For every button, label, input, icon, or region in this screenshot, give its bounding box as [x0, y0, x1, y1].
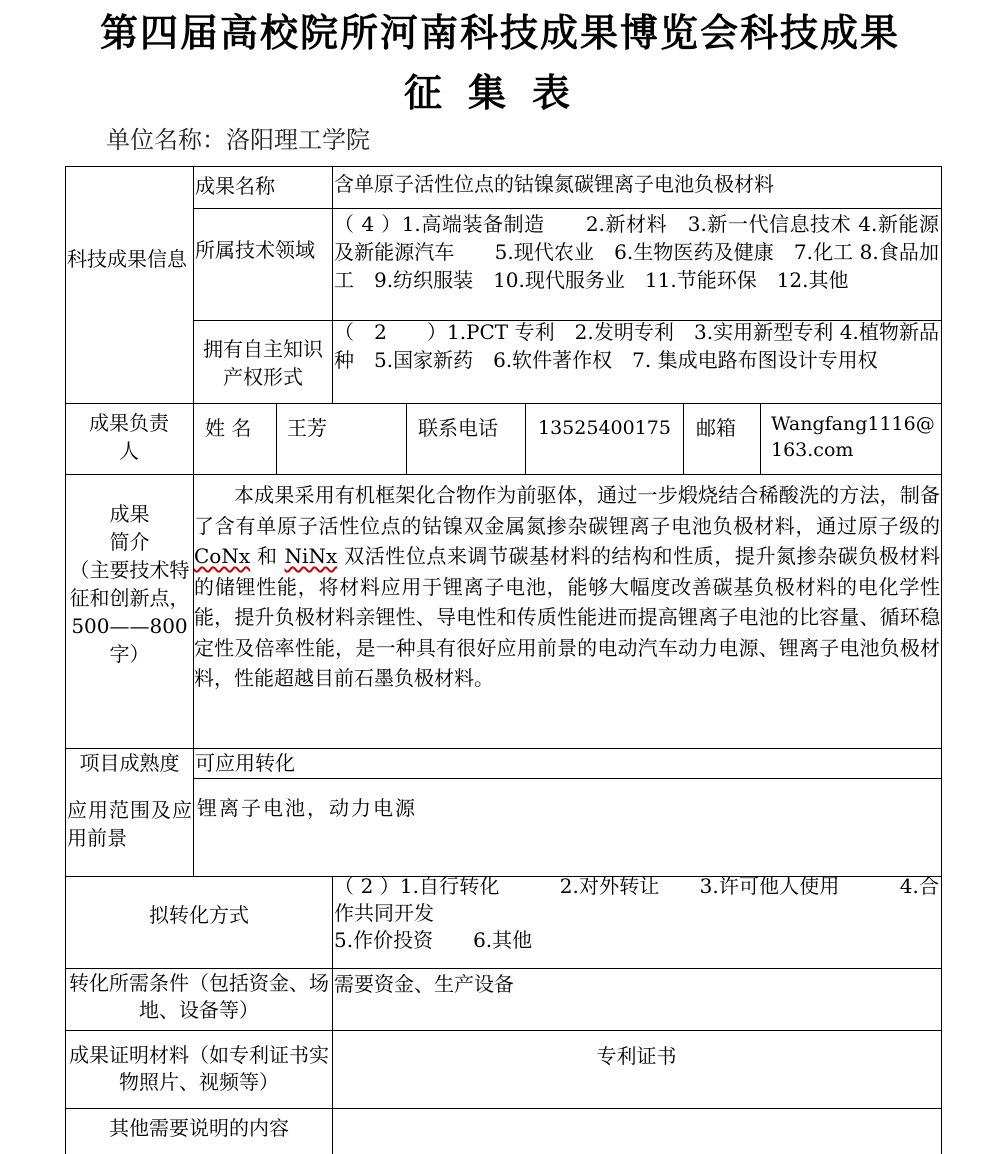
- intro-text-part1: 本成果采用有机框架化合物作为前驱体，通过一步煅烧结合稀酸洗的方法，制备了含有单原子活性位点的钴镍双金属氮掺杂碳锂离子电池负极材料，通过原子级的: [194, 483, 940, 538]
- transfer-label: 拟转化方式: [149, 903, 249, 927]
- proof-value: 专利证书: [596, 1044, 677, 1068]
- maturity-value: 可应用转化: [195, 751, 295, 775]
- conditions-value: 需要资金、生产设备: [334, 972, 514, 996]
- email-value: Wangfang1116@163.com: [771, 413, 935, 461]
- owner-name-label: 姓 名: [205, 416, 252, 440]
- field-options: （ 4 ）1.高端装备制造 2.新材料 3.新一代信息技术 4.新能源及新能源汽车 5.现代农业 6.生物医药及健康 7.化工 8.食品加工 9.纺织服装 10.现代服务业 11.节能环保 12.其他: [334, 212, 939, 292]
- intro-label-note: （主要技术特征和创新点，500——800字）: [69, 558, 190, 666]
- phone-value: 13525400175: [538, 417, 671, 439]
- section-info-label: 科技成果信息: [67, 247, 187, 271]
- ip-options: （ 2 ）1.PCT 专利 2.发明专利 3.实用新型专利 4.植物新品种 5.国家新药 6.软件著作权 7. 集成电路布图设计专用权: [334, 320, 939, 372]
- conditions-label: 转化所需条件（包括资金、场地、设备等）: [69, 971, 329, 1022]
- owner-name-value: 王芳: [287, 416, 327, 440]
- intro-label: [67, 500, 192, 668]
- intro-label-main: 成果简介: [109, 502, 150, 554]
- field-label: 所属技术领域: [195, 238, 315, 262]
- transfer-options-line1: （ 2 ）1.自行转化 2.对外转让 3.许可他人使用 4.合作共同开发: [334, 874, 939, 925]
- name-value: 含单原子活性位点的钴镍氮碳锂离子电池负极材料: [334, 172, 774, 196]
- intro-ninx: NiNx: [284, 544, 338, 568]
- transfer-options: [334, 873, 939, 954]
- scope-value: 锂离子电池，动力电源: [197, 796, 417, 820]
- scope-label: 应用范围及应用前景: [67, 798, 192, 850]
- intro-text-part2: 和: [250, 544, 285, 568]
- transfer-options-line2: 5.作价投资 6.其他: [334, 928, 533, 952]
- intro-text-part3: 双活性位点来调节碳基材料的结构和性质，提升氮掺杂碳负极材料的储锂性能，将材料应用于锂离子电池，能够大幅度改善碳基负极材料的电化学性能，提升负极材料亲锂性、导电性和传质性能进而提高锂离子电池的比容量、循环稳定性及倍率性能，是一种具有很好应用前景的电动汽车动力电源、锂离子电池负极材料，性能超越目前石墨负极材料。: [194, 544, 940, 690]
- phone-label: 联系电话: [418, 416, 498, 440]
- intro-text: [194, 480, 940, 694]
- other-label: 其他需要说明的内容: [109, 1116, 289, 1140]
- unit-name: 单位名称：洛阳理工学院: [106, 126, 370, 154]
- proof-label: 成果证明材料（如专利证书实物照片、视频等）: [69, 1043, 329, 1094]
- form-subtitle: 征集表: [403, 70, 596, 115]
- ip-label: 拥有自主知识产权形式: [203, 337, 323, 389]
- form-title: 第四届高校院所河南科技成果博览会科技成果: [99, 10, 900, 55]
- name-label: 成果名称: [195, 174, 275, 198]
- owner-label: 成果负责人: [89, 411, 169, 463]
- maturity-label: 项目成熟度: [79, 751, 180, 775]
- email-label: 邮箱: [696, 416, 736, 440]
- intro-conx: CoNx: [194, 544, 251, 568]
